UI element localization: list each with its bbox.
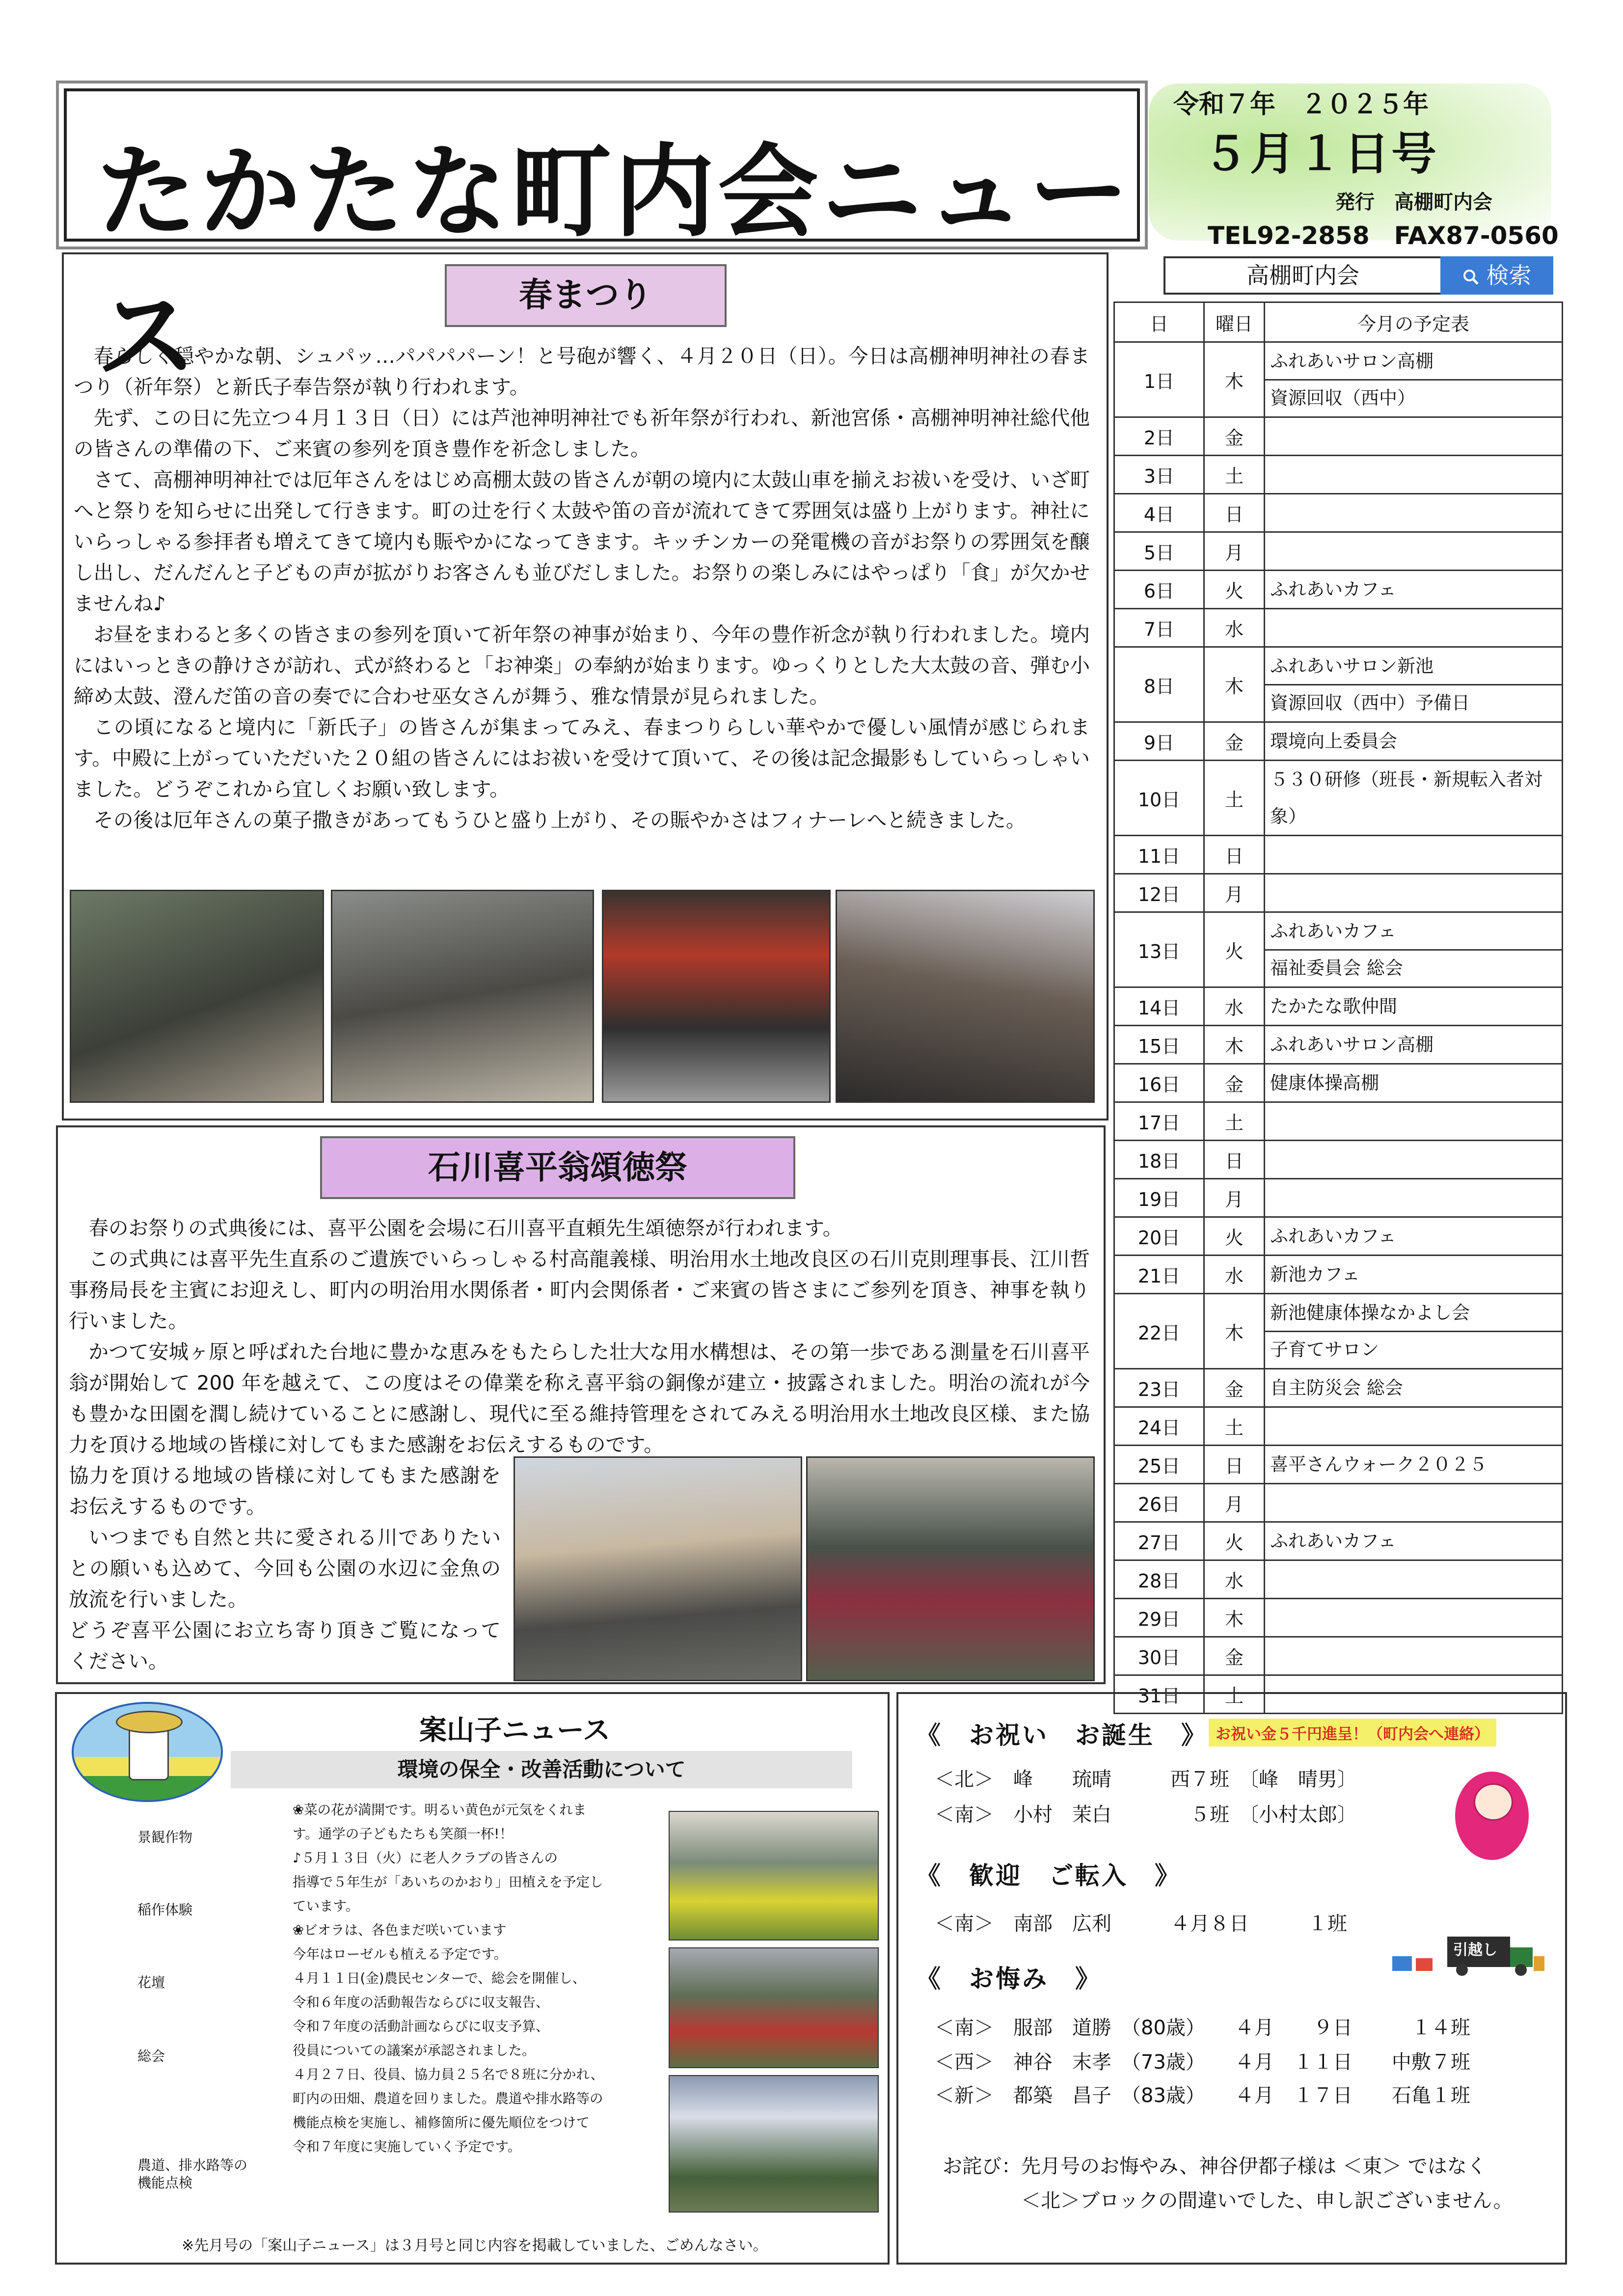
schedule-weekday: 金 bbox=[1204, 1064, 1265, 1102]
schedule-weekday: 土 bbox=[1204, 1407, 1265, 1446]
kihei-photo-pond bbox=[806, 1456, 1095, 1681]
schedule-events bbox=[1265, 571, 1563, 609]
schedule-day: 7日 bbox=[1114, 609, 1204, 647]
schedule-event: 子育てサロン bbox=[1265, 1331, 1562, 1367]
scarecrow-line: ♪５月１３日（火）に老人クラブの皆さんの bbox=[293, 1850, 558, 1866]
schedule-header-events: 今月の予定表 bbox=[1265, 302, 1563, 342]
schedule-day: 11日 bbox=[1114, 836, 1204, 874]
publisher: 発行 高棚町内会 bbox=[1335, 191, 1492, 214]
issue-number: ５月１日号 bbox=[1203, 128, 1439, 180]
scarecrow-subtitle: 環境の保全・改善活動について bbox=[231, 1751, 852, 1788]
schedule-row bbox=[1114, 874, 1563, 912]
schedule-row bbox=[1114, 532, 1563, 571]
schedule-day: 20日 bbox=[1114, 1217, 1204, 1256]
schedule-events bbox=[1265, 1446, 1563, 1484]
schedule-weekday: 木 bbox=[1204, 1026, 1265, 1064]
festival-paragraph: この頃になると境内に「新氏子」の皆さんが集まってみえ、春まつりらしい華やかで優しい風情が感じられます。中殿に上がっていただいた２０組の皆さんにはお祓いを受けて頂いて、その後は記念撮影もしていらっしゃいました。どうぞこれから宜しくお願い致します。 bbox=[74, 715, 1090, 801]
schedule-weekday: 月 bbox=[1204, 532, 1265, 571]
schedule-row bbox=[1114, 609, 1563, 647]
schedule-weekday: 月 bbox=[1204, 874, 1265, 912]
schedule-event: 自主防災会 総会 bbox=[1270, 1377, 1403, 1398]
schedule-events bbox=[1265, 532, 1563, 571]
schedule-event: ふれあいカフェ bbox=[1270, 579, 1397, 600]
schedule-row bbox=[1114, 1217, 1563, 1256]
schedule-events bbox=[1265, 1294, 1563, 1369]
scarecrow-label: 景観作物 bbox=[137, 1829, 193, 1845]
schedule-row bbox=[1114, 1064, 1563, 1102]
kihei-photo-ceremony bbox=[514, 1456, 802, 1681]
schedule-event: ふれあいカフェ bbox=[1270, 1531, 1397, 1552]
festival-photo-shrine bbox=[70, 890, 324, 1103]
schedule-events bbox=[1265, 417, 1563, 456]
schedule-day: 5日 bbox=[1114, 532, 1204, 571]
scarecrow-line: 機能点検を実施し、補修箇所に優先順位をつけて bbox=[293, 2115, 590, 2131]
schedule-events bbox=[1265, 342, 1563, 417]
schedule-events bbox=[1265, 456, 1563, 494]
schedule-row bbox=[1114, 647, 1563, 722]
scarecrow-line: 指導で５年生が「あいちのかおり」田植えを予定し bbox=[293, 1874, 603, 1890]
schedule-day: 12日 bbox=[1114, 874, 1204, 912]
scarecrow-label: 花壇 bbox=[137, 1974, 165, 1991]
gift-badge: お祝い金５千円進呈！（町内会へ連絡） bbox=[1209, 1719, 1496, 1747]
schedule-event: 環境向上委員会 bbox=[1270, 731, 1397, 752]
schedule-weekday: 金 bbox=[1204, 1369, 1265, 1407]
birth-line: ＜北＞ 峰 琉晴 西７班 〔峰 晴男〕 bbox=[935, 1768, 1357, 1791]
apology-line: ＜北＞ブロックの間違いでした、申し訳ございません。 bbox=[1021, 2189, 1513, 2212]
schedule-day: 29日 bbox=[1114, 1599, 1204, 1637]
scarecrow-line: 役員についての議案が承認されました。 bbox=[293, 2043, 536, 2058]
schedule-event: ふれあいカフェ bbox=[1270, 920, 1397, 942]
schedule-day: 22日 bbox=[1114, 1294, 1204, 1369]
search-button-label: 検索 bbox=[1486, 262, 1532, 289]
scarecrow-label: 総会 bbox=[137, 2048, 165, 2064]
schedule-day: 6日 bbox=[1114, 571, 1204, 609]
schedule-day: 9日 bbox=[1114, 722, 1204, 761]
schedule-header-weekday: 曜日 bbox=[1204, 302, 1265, 342]
schedule-day: 27日 bbox=[1114, 1522, 1204, 1560]
schedule-events bbox=[1265, 1179, 1563, 1217]
kihei-paragraph: かつて安城ヶ原と呼ばれた台地に豊かな恵みをもたらした壮大な用水構想は、その第一歩である測量を石川喜平翁が開始して 200 年を越えて、この度はその偉業を称え喜平翁の銅像が建立・披露されました。明治の流れが今も豊かな田園を潤し続けていることに感謝し、現代に至る維持管理をされてみえる明治用水土地改良区様、また協力を頂ける地域の皆様に対してもまた感謝をお伝えするものです。 bbox=[69, 1340, 1090, 1456]
baby-icon bbox=[1455, 1772, 1529, 1860]
schedule-weekday: 金 bbox=[1204, 722, 1265, 761]
schedule-events bbox=[1265, 1141, 1563, 1179]
schedule-weekday: 水 bbox=[1204, 609, 1265, 647]
scarecrow-line: 今年はローゼルも植える予定です。 bbox=[293, 1946, 508, 1962]
schedule-row bbox=[1114, 836, 1563, 874]
schedule-weekday: 火 bbox=[1204, 1217, 1265, 1256]
condolence-line: ＜西＞ 神谷 末孝 （73歳） ４月 １１日 中敷７班 bbox=[935, 2051, 1470, 2074]
welcome-heading: 《 歓迎 ご転入 》 bbox=[916, 1861, 1181, 1890]
schedule-event: 新池カフェ bbox=[1270, 1264, 1360, 1285]
birth-heading: 《 お祝い お誕生 》 bbox=[916, 1721, 1208, 1749]
schedule-day: 19日 bbox=[1114, 1179, 1204, 1217]
condolence-heading: 《 お悔み 》 bbox=[916, 1965, 1102, 1993]
schedule-weekday: 日 bbox=[1204, 1446, 1265, 1484]
schedule-day: 10日 bbox=[1114, 761, 1204, 836]
schedule-events bbox=[1265, 1064, 1563, 1102]
moving-truck-icon bbox=[1388, 1928, 1545, 1982]
festival-photo-ceremony bbox=[602, 890, 831, 1103]
schedule-event: 福祉委員会 総会 bbox=[1265, 949, 1562, 986]
scarecrow-line: ４月１１日(金)農民センターで、総会を開催し、 bbox=[293, 1970, 586, 1986]
schedule-event: たかたな歌仲間 bbox=[1270, 996, 1397, 1017]
schedule-row bbox=[1114, 1102, 1563, 1141]
schedule-events bbox=[1265, 1217, 1563, 1256]
schedule-events bbox=[1265, 912, 1563, 987]
kihei-paragraph: いつまでも自然と共に愛される川でありたいとの願いも込めて、今回も公園の水辺に金魚の放流を行いました。 bbox=[69, 1526, 501, 1611]
kihei-body-wide bbox=[69, 1337, 1090, 1459]
search-input[interactable]: 高棚町内会 bbox=[1163, 256, 1442, 295]
schedule-row bbox=[1114, 494, 1563, 532]
schedule-events bbox=[1265, 1102, 1563, 1141]
schedule-event: ふれあいサロン新池 bbox=[1270, 655, 1434, 677]
scarecrow-line: す。通学の子どもたちも笑顔一杯!！ bbox=[293, 1826, 513, 1842]
schedule-row bbox=[1114, 1599, 1563, 1637]
scarecrow-line: ❀ビオラは、各色まだ咲いています bbox=[293, 1922, 507, 1938]
schedule-row bbox=[1114, 456, 1563, 494]
schedule-weekday: 土 bbox=[1204, 1102, 1265, 1141]
schedule-weekday: 土 bbox=[1204, 1675, 1265, 1714]
welcome-line: ＜南＞ 南部 広利 ４月８日 １班 bbox=[935, 1913, 1347, 1935]
truck-label: 引越し bbox=[1453, 1941, 1497, 1959]
apology-line: お詫び：先月号のお悔やみ、神谷伊都子様は ＜東＞ ではなく bbox=[943, 2155, 1487, 2178]
schedule-row bbox=[1114, 417, 1563, 456]
kihei-paragraph-tail: 協力を頂ける地域の皆様に対してもまた感謝をお伝えするものです。 bbox=[69, 1464, 501, 1518]
scarecrow-line: 令和７年度に実施していく予定です。 bbox=[293, 2139, 521, 2155]
scarecrow-line: ています。 bbox=[293, 1898, 359, 1914]
kihei-paragraph: この式典には喜平先生直系のご遺族でいらっしゃる村高龍義様、明治用水土地改良区の石川克則理事長、江川哲事務局長を主賓にお迎えし、町内の明治用水関係者・町内会関係者・ご来賓の皆さまにご参列を頂き、神事を執り行いました。 bbox=[69, 1247, 1090, 1333]
banner-photo bbox=[669, 2075, 879, 2213]
festival-heading: 春まつり bbox=[445, 264, 727, 327]
schedule-events bbox=[1265, 1637, 1563, 1675]
schedule-row bbox=[1114, 571, 1563, 609]
scarecrow-line: 町内の田畑、農道を回りました。農道や排水路等の bbox=[293, 2091, 603, 2106]
schedule-events bbox=[1265, 1026, 1563, 1064]
schedule-events bbox=[1265, 1522, 1563, 1560]
schedule-row bbox=[1114, 1407, 1563, 1446]
schedule-row bbox=[1114, 1026, 1563, 1064]
schedule-day: 23日 bbox=[1114, 1369, 1204, 1407]
kihei-heading: 石川喜平翁頌徳祭 bbox=[320, 1136, 795, 1199]
scarecrow-line: 令和７年度の活動計画ならびに収支予算、 bbox=[293, 2019, 549, 2034]
schedule-events bbox=[1265, 1256, 1563, 1294]
kihei-paragraph: 春のお祭りの式典後には、喜平公園を会場に石川喜平直頼先生頌徳祭が行われます。 bbox=[88, 1216, 843, 1240]
condolence-line: ＜新＞ 都築 昌子 （83歳） ４月 １７日 石亀１班 bbox=[935, 2084, 1470, 2107]
schedule-row bbox=[1114, 1179, 1563, 1217]
scarecrow-logo bbox=[72, 1702, 223, 1802]
scarecrow-line: ❀菜の花が満開です。明るい黄色が元気をくれま bbox=[293, 1802, 587, 1818]
schedule-events bbox=[1265, 987, 1563, 1026]
schedule-day: 13日 bbox=[1114, 912, 1204, 987]
schedule-day: 25日 bbox=[1114, 1446, 1204, 1484]
festival-photo-crowd bbox=[836, 890, 1095, 1103]
schedule-events bbox=[1265, 1560, 1563, 1599]
schedule-row bbox=[1114, 761, 1563, 836]
schedule-weekday: 日 bbox=[1204, 494, 1265, 532]
schedule-row bbox=[1114, 342, 1563, 417]
schedule-weekday: 金 bbox=[1204, 1637, 1265, 1675]
schedule-weekday: 木 bbox=[1204, 1294, 1265, 1369]
scarecrow-label: 機能点検 bbox=[137, 2175, 193, 2191]
schedule-day: 8日 bbox=[1114, 647, 1204, 722]
schedule-row bbox=[1114, 1484, 1563, 1522]
schedule-row bbox=[1114, 912, 1563, 987]
schedule-weekday: 金 bbox=[1204, 417, 1265, 456]
festival-paragraph: お昼をまわると多くの皆さまの参列を頂いて祈年祭の神事が始まり、今年の豊作祈念が執り行われました。境内にはいっときの静けさが訪れ、式が終わると「お神楽」の奉納が始まります。ゆっくりとした大太鼓の音、弾む小締め太鼓、澄んだ笛の音の奏でに合わせ巫女さんが舞う、雅な情景が見られました。 bbox=[74, 623, 1090, 708]
scarecrow-line: 令和６年度の活動報告ならびに収支報告、 bbox=[293, 1995, 549, 2010]
schedule-day: 14日 bbox=[1114, 987, 1204, 1026]
schedule-events bbox=[1265, 836, 1563, 874]
schedule-weekday: 土 bbox=[1204, 761, 1265, 836]
birth-line: ＜南＞ 小村 茉白 ５班 〔小村太郎〕 bbox=[935, 1804, 1357, 1826]
search-icon bbox=[1462, 262, 1487, 289]
schedule-weekday: 火 bbox=[1204, 1522, 1265, 1560]
schedule-table bbox=[1113, 301, 1563, 1714]
schedule-header-row bbox=[1114, 302, 1563, 342]
festival-body bbox=[74, 341, 1090, 836]
schedule-event: 資源回収（西中）予備日 bbox=[1265, 684, 1562, 721]
scarecrow-text bbox=[293, 1798, 646, 2159]
schedule-weekday: 土 bbox=[1204, 456, 1265, 494]
newsletter-title: たかたな町内会ニュース bbox=[96, 134, 1132, 396]
schedule-weekday: 木 bbox=[1204, 1599, 1265, 1637]
schedule-day: 18日 bbox=[1114, 1141, 1204, 1179]
scarecrow-line: ４月２７日、役員、協力員２５名で８班に分かれ、 bbox=[293, 2067, 604, 2082]
schedule-events bbox=[1265, 647, 1563, 722]
schedule-day: 4日 bbox=[1114, 494, 1204, 532]
search-button[interactable] bbox=[1440, 256, 1553, 295]
schedule-row bbox=[1114, 1369, 1563, 1407]
schedule-row bbox=[1114, 1637, 1563, 1675]
schedule-row bbox=[1114, 1560, 1563, 1599]
schedule-events bbox=[1265, 874, 1563, 912]
scarecrow-title: 案山子ニュース bbox=[419, 1715, 611, 1747]
schedule-event: ふれあいサロン高棚 bbox=[1270, 1034, 1434, 1055]
schedule-day: 24日 bbox=[1114, 1407, 1204, 1446]
festival-paragraph: 春らしく穏やかな朝、シュパッ…パパパパーン！と号砲が響く、４月２０日（日）。今日は高棚神明神社の春まつり（祈年祭）と新氏子奉告祭が執り行われます。 bbox=[74, 344, 1090, 399]
schedule-weekday: 水 bbox=[1204, 1560, 1265, 1599]
issue-era: 令和７年 ２０２５年 bbox=[1173, 90, 1429, 119]
schedule-day: 30日 bbox=[1114, 1637, 1204, 1675]
schedule-events bbox=[1265, 1369, 1563, 1407]
schedule-row bbox=[1114, 987, 1563, 1026]
schedule-day: 26日 bbox=[1114, 1484, 1204, 1522]
schedule-weekday: 火 bbox=[1204, 571, 1265, 609]
festival-photo-lantern bbox=[331, 890, 594, 1103]
schedule-weekday: 月 bbox=[1204, 1484, 1265, 1522]
schedule-event: ５３０研修（班長・新規転入者対象） bbox=[1270, 769, 1542, 827]
schedule-row bbox=[1114, 1256, 1563, 1294]
schedule-day: 17日 bbox=[1114, 1102, 1204, 1141]
scarecrow-label: 稲作体験 bbox=[137, 1902, 193, 1918]
schedule-row bbox=[1114, 1294, 1563, 1369]
flowerbed-photo bbox=[669, 1947, 879, 2068]
schedule-event: 新池健康体操なかよし会 bbox=[1270, 1302, 1470, 1323]
schedule-event: 健康体操高棚 bbox=[1270, 1072, 1379, 1093]
kihei-paragraph: どうぞ喜平公園にお立ち寄り頂きご覧になってください。 bbox=[69, 1618, 501, 1673]
schedule-events bbox=[1265, 609, 1563, 647]
schedule-weekday: 日 bbox=[1204, 836, 1265, 874]
condolence-line: ＜南＞ 服部 道勝 （80歳） ４月 ９日 １４班 bbox=[935, 2017, 1470, 2039]
schedule-event: ふれあいカフェ bbox=[1270, 1226, 1397, 1247]
schedule-day: 21日 bbox=[1114, 1256, 1204, 1294]
schedule-row bbox=[1114, 1141, 1563, 1179]
schedule-event: 資源回収（西中） bbox=[1265, 379, 1562, 416]
schedule-events bbox=[1265, 722, 1563, 761]
schedule-weekday: 水 bbox=[1204, 1256, 1265, 1294]
scarecrow-note: ※先月号の「案山子ニュース」は３月号と同じ内容を掲載していました、ごめんなさい。 bbox=[182, 2237, 768, 2254]
festival-paragraph: 先ず、この日に先立つ４月１３日（日）には芦池神明神社でも祈年祭が行われ、新池宮係・高棚神明神社総代他の皆さんの準備の下、ご来賓の参列を頂き豊作を祈念しました。 bbox=[74, 406, 1090, 461]
rapeseed-photo bbox=[669, 1811, 879, 1941]
schedule-body bbox=[1114, 342, 1563, 1714]
festival-paragraph: その後は厄年さんの菓子撒きがあってもうひと盛り上がり、その賑やかさはフィナーレへと続きました。 bbox=[93, 808, 1026, 832]
schedule-day: 3日 bbox=[1114, 456, 1204, 494]
schedule-row bbox=[1114, 1446, 1563, 1484]
schedule-row bbox=[1114, 722, 1563, 761]
schedule-day: 1日 bbox=[1114, 342, 1204, 417]
schedule-header-day: 日 bbox=[1114, 302, 1204, 342]
scarecrow-label: 農道、排水路等の bbox=[137, 2157, 248, 2173]
schedule-weekday: 木 bbox=[1204, 647, 1265, 722]
schedule-day: 31日 bbox=[1114, 1675, 1204, 1714]
kihei-body-narrow bbox=[69, 1460, 501, 1676]
schedule-events bbox=[1265, 494, 1563, 532]
schedule-events bbox=[1265, 761, 1563, 836]
schedule-weekday: 木 bbox=[1204, 342, 1265, 417]
contact-numbers: TEL92-2858 FAX87-0560 bbox=[1208, 221, 1559, 250]
schedule-weekday: 水 bbox=[1204, 987, 1265, 1026]
schedule-events bbox=[1265, 1599, 1563, 1637]
schedule-day: 15日 bbox=[1114, 1026, 1204, 1064]
schedule-weekday: 日 bbox=[1204, 1141, 1265, 1179]
schedule-event: 喜平さんウォーク２０２５ bbox=[1270, 1454, 1488, 1475]
festival-paragraph: さて、高棚神明神社では厄年さんをはじめ高棚太鼓の皆さんが朝の境内に太鼓山車を揃えお祓いを受け、いざ町へと祭りを知らせに出発して行きます。町の辻を行く太鼓や笛の音が流れてきて雰囲気は盛り上がります。神社にいらっしゃる参拝者も増えてきて境内も賑やかになってきます。キッチンカーの発電機の音がお祭りの雰囲気を醸し出し、だんだんと子どもの声が拡がりお客さんも並びだしました。お祭りの楽しみにはやっぱり「食」が欠かせませんね♪ bbox=[74, 468, 1090, 615]
schedule-weekday: 月 bbox=[1204, 1179, 1265, 1217]
schedule-day: 16日 bbox=[1114, 1064, 1204, 1102]
schedule-weekday: 火 bbox=[1204, 912, 1265, 987]
kihei-body bbox=[69, 1213, 1090, 1337]
schedule-day: 28日 bbox=[1114, 1560, 1204, 1599]
schedule-row bbox=[1114, 1522, 1563, 1560]
schedule-event: ふれあいサロン高棚 bbox=[1270, 350, 1434, 372]
schedule-events bbox=[1265, 1484, 1563, 1522]
schedule-day: 2日 bbox=[1114, 417, 1204, 456]
schedule-events bbox=[1265, 1407, 1563, 1446]
